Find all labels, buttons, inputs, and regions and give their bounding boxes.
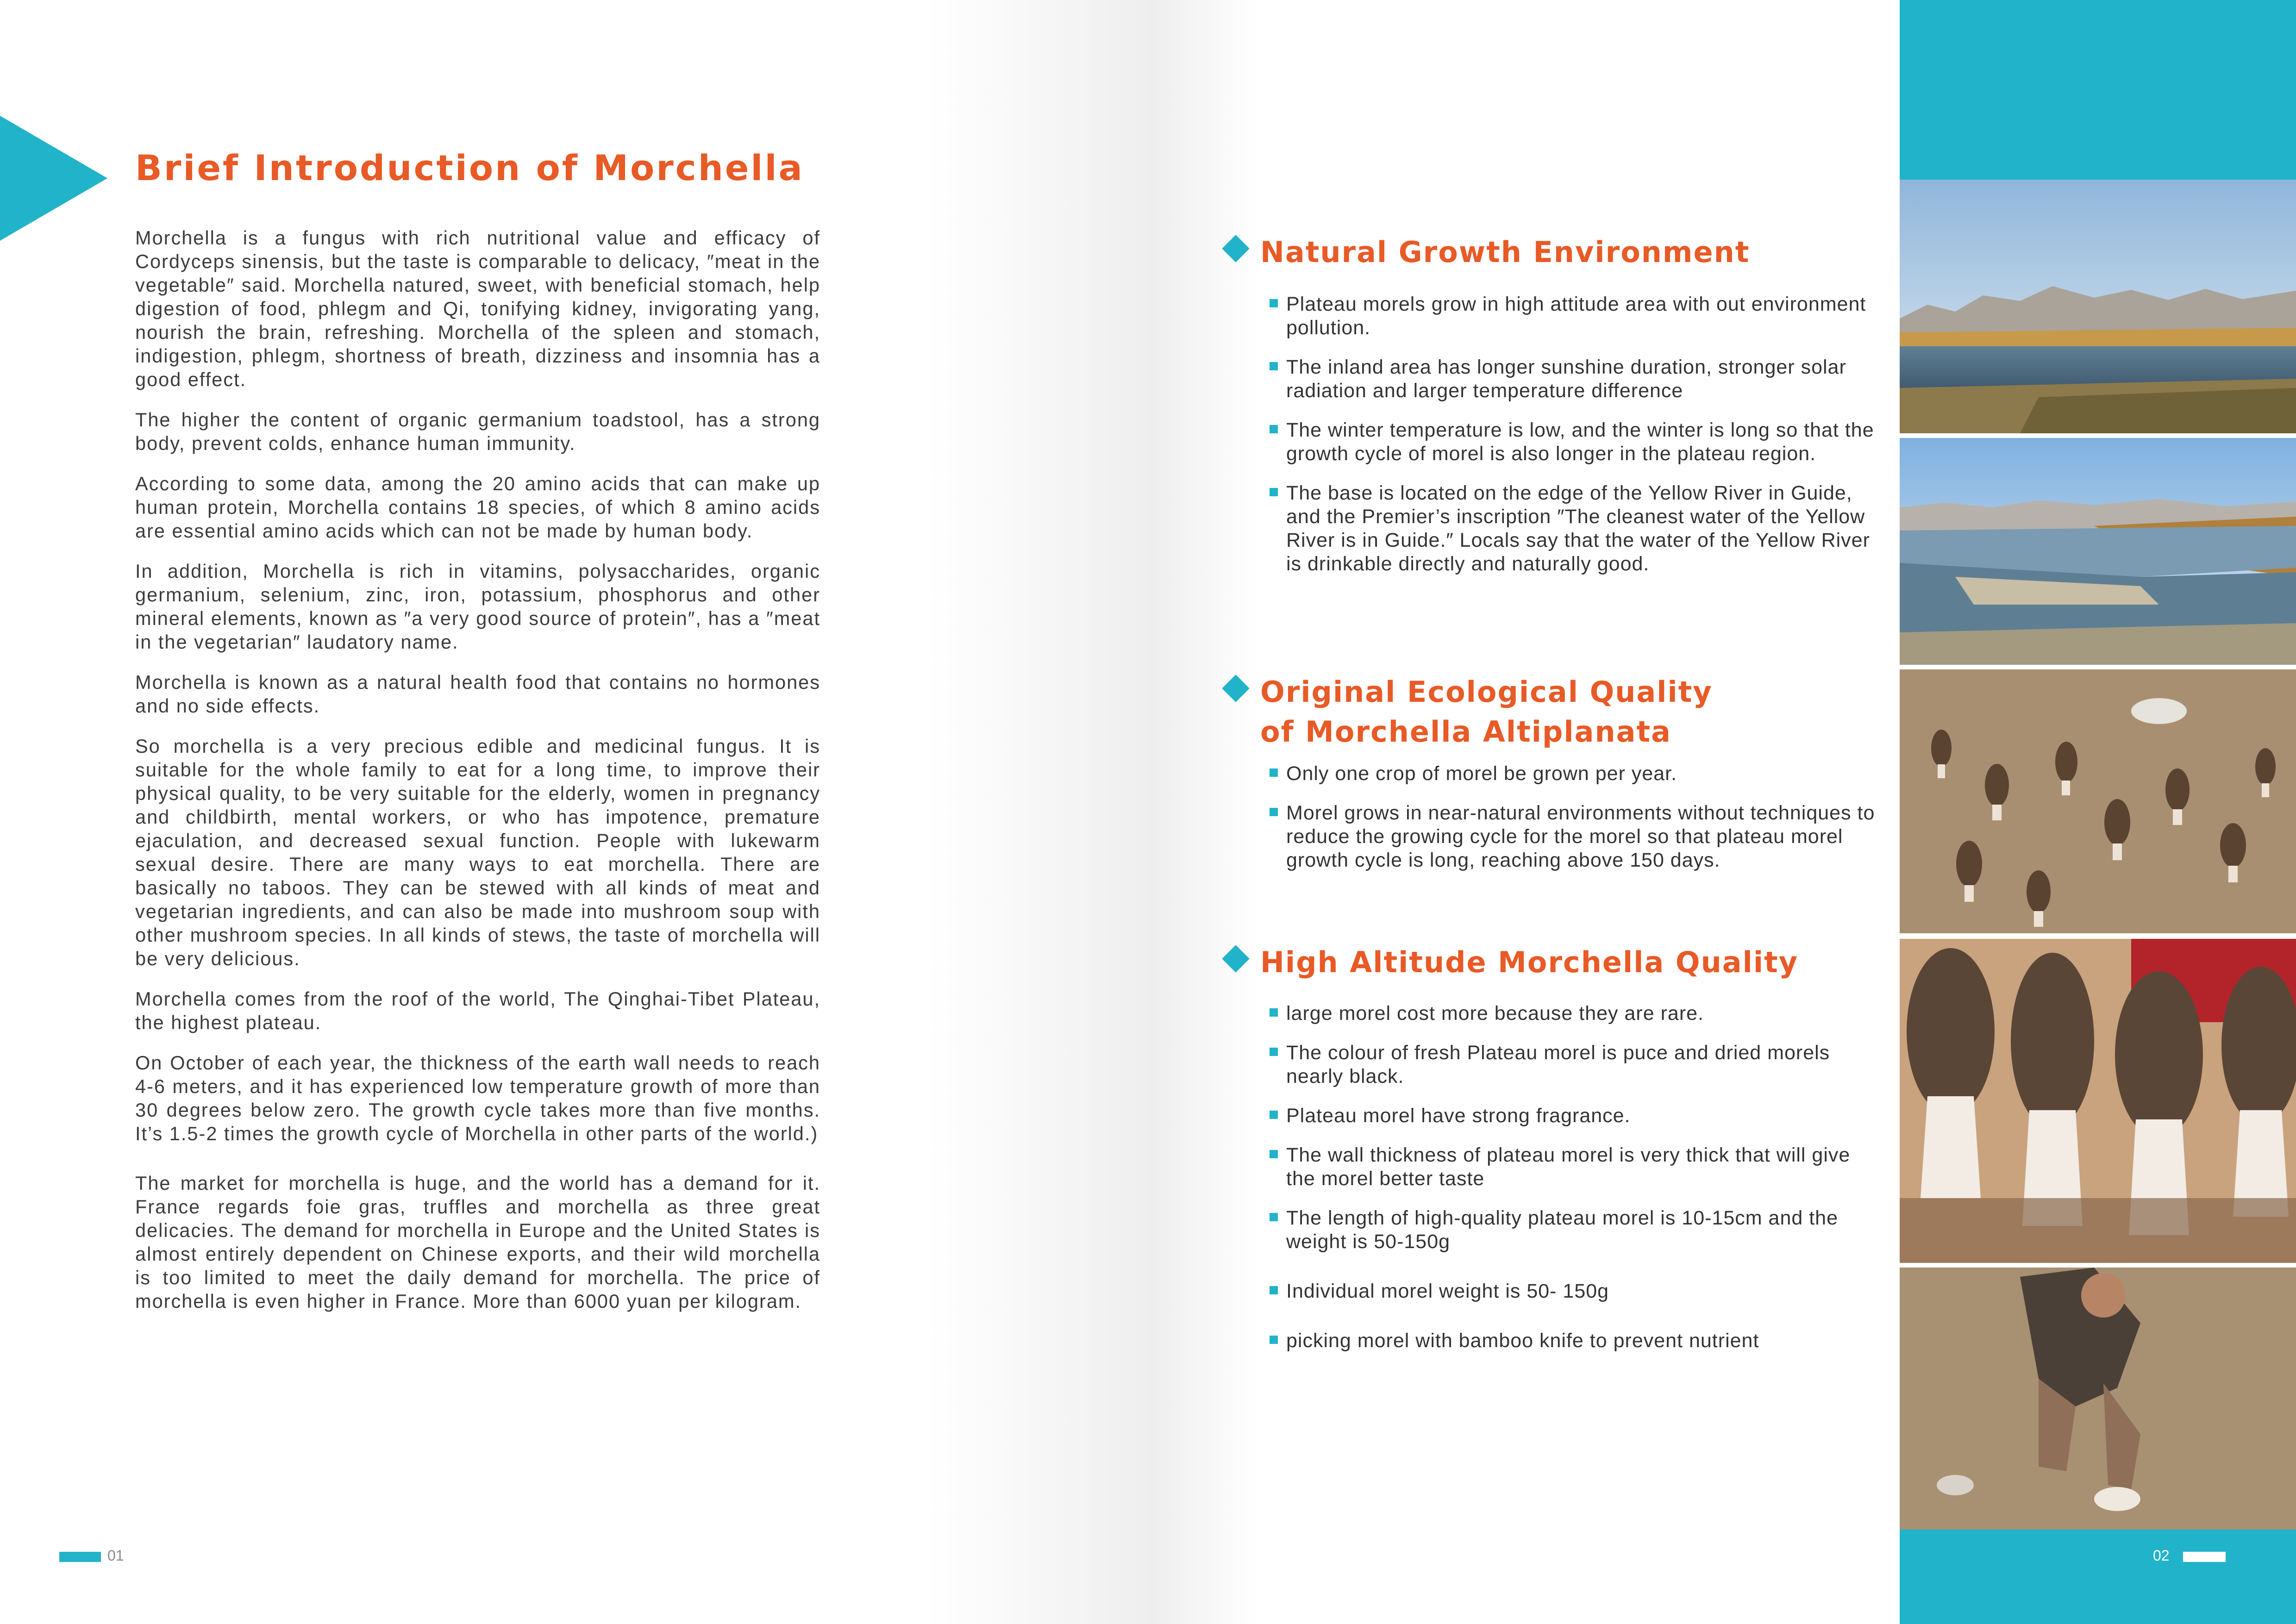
- intro-paragraph: Morchella comes from the roof of the world, The Qinghai-Tibet Plateau, the highest plateau.: [135, 988, 820, 1033]
- list-item: The inland area has longer sunshine duration, stronger solar radiation and larger temperature difference: [1269, 356, 1884, 403]
- list-item: picking morel with bamboo knife to prevent nutrient: [1269, 1329, 1884, 1353]
- page-number: 02: [2153, 1547, 2170, 1564]
- square-bullet-icon: [1270, 808, 1278, 816]
- page-fold-shadow-left: [926, 0, 1148, 1624]
- square-bullet-icon: [1270, 1111, 1278, 1119]
- list-item: The winter temperature is low, and the winter is long so that the growth cycle of morel is also longer in the plateau region.: [1269, 418, 1884, 466]
- intro-paragraph: Morchella is known as a natural health food that contains no hormones and no side effects.: [135, 671, 820, 717]
- page-number-bar: [2183, 1552, 2226, 1562]
- page-number: 01: [107, 1547, 124, 1564]
- square-bullet-icon: [1270, 362, 1278, 370]
- diamond-bullet-icon: [1222, 945, 1249, 972]
- natural-growth-list: [1269, 293, 1884, 592]
- diamond-bullet-icon: [1222, 235, 1249, 262]
- square-bullet-icon: [1270, 425, 1278, 433]
- page-number-bar: [59, 1552, 101, 1562]
- intro-paragraph: According to some data, among the 20 amino acids that can make up human protein, Morchella contains 18 species, of which 8 amino acids are essential amino acids which can not be made by human body.: [135, 473, 820, 542]
- square-bullet-icon: [1270, 1150, 1278, 1158]
- teal-header-block: [1900, 0, 2296, 180]
- teal-footer-block: [1900, 1530, 2296, 1624]
- lake-landscape-photo: [1900, 180, 2296, 433]
- section-title: High Altitude Morchella Quality: [1260, 945, 1799, 979]
- intro-paragraph: Morchella is a fungus with rich nutritional value and efficacy of Cordyceps sinensis, but the taste is comparable to delicacy, ″meat in the vegetable″ said. Morchella natured, sweet, with beneficial stomach, help digestion of food, phlegm and Qi, tonifying kidney, invigorating yang, nourish the brain, refreshing. Morchella of the spleen and stomach, indigestion, phlegm, shortness of breath, dizziness and insomnia has a good effect.: [135, 227, 820, 390]
- square-bullet-icon: [1270, 768, 1278, 777]
- intro-paragraph: So morchella is a very precious edible and medicinal fungus. It is suitable for the whole family to eat for a long time, to improve their physical quality, to be very suitable for the elderly, women in pregnancy and childbirth, mental workers, or who has impotence, premature ejaculation, and decreased sexual function. People with lukewarm sexual desire. There are many ways to eat morchella. There are basically no taboos. They can be stewed with all kinds of meat and vegetarian ingredients, and can also be made into mushroom soup with other mushroom species. In all kinds of stews, the taste of morchella will be very delicious.: [135, 735, 820, 969]
- square-bullet-icon: [1270, 1336, 1278, 1344]
- square-bullet-icon: [1270, 1286, 1278, 1294]
- picking-morels-photo: [1900, 1268, 2296, 1530]
- list-item: The wall thickness of plateau morel is very thick that will give the morel better taste: [1269, 1143, 1884, 1191]
- intro-body: [135, 226, 820, 1330]
- intro-paragraph: On October of each year, the thickness of the earth wall needs to reach 4-6 meters, and it has experienced low temperature growth of more than 30 degrees below zero. The growth cycle takes more than five months. It’s 1.5-2 times the growth cycle of Morchella in other parts of the world.): [135, 1052, 820, 1144]
- ecological-quality-list: [1269, 762, 1884, 888]
- morels-in-soil-photo: [1900, 669, 2296, 933]
- intro-paragraph: The market for morchella is huge, and the world has a demand for it. France regards foie gras, truffles and morchella as three great delicacies. The demand for morchella in Europe and the United States is almost entirely dependent on Chinese exports, and their wild morchella is too limited to meet the daily demand for morchella. The price of morchella is even higher in France. More than 6000 yuan per kilogram.: [135, 1172, 820, 1312]
- list-item: Individual morel weight is 50- 150g: [1269, 1280, 1884, 1303]
- list-item: Plateau morel have strong fragrance.: [1269, 1104, 1884, 1128]
- diamond-bullet-icon: [1222, 675, 1249, 702]
- intro-paragraph: In addition, Morchella is rich in vitamins, polysaccharides, organic germanium, selenium, zinc, iron, potassium, phosphorus and other mineral elements, known as ″a very good source of protein″, has a ″meat in the vegetarian″ laudatory name.: [135, 560, 820, 653]
- square-bullet-icon: [1270, 299, 1278, 307]
- square-bullet-icon: [1270, 1213, 1278, 1221]
- square-bullet-icon: [1270, 1008, 1278, 1017]
- triangle-marker-icon: [0, 116, 107, 241]
- list-item: Morel grows in near-natural environments without techniques to reduce the growing cycle for the morel so that plateau morel growth cycle is long, reaching above 150 days.: [1269, 801, 1884, 872]
- list-item: large morel cost more because they are rare.: [1269, 1002, 1884, 1025]
- section-title: Original Ecological Quality of Morchella Altiplanata: [1260, 675, 1713, 749]
- river-landscape-photo: [1900, 438, 2296, 665]
- list-item: The base is located on the edge of the Yellow River in Guide, and the Premier’s inscription ″The cleanest water of the Yellow River is in Guide.″ Locals say that the water of the Yellow River is drinkable directly and naturally good.: [1269, 481, 1884, 576]
- section-ecological-quality: [1226, 672, 1828, 752]
- high-altitude-list: [1269, 1002, 1884, 1368]
- section-natural-growth: [1226, 232, 1750, 272]
- section-title: Natural Growth Environment: [1260, 235, 1750, 269]
- square-bullet-icon: [1270, 488, 1278, 496]
- list-item: The colour of fresh Plateau morel is puce and dried morels nearly black.: [1269, 1041, 1884, 1088]
- dried-morels-closeup-photo: [1900, 939, 2296, 1263]
- square-bullet-icon: [1270, 1048, 1278, 1056]
- list-item: Only one crop of morel be grown per year.: [1269, 762, 1884, 786]
- list-item: Plateau morels grow in high attitude area with out environment pollution.: [1269, 293, 1884, 340]
- section-high-altitude-quality: [1226, 943, 1798, 982]
- page-title: Brief Introduction of Morchella: [135, 147, 804, 188]
- list-item: The length of high-quality plateau morel is 10-15cm and the weight is 50-150g: [1269, 1206, 1884, 1254]
- intro-paragraph: The higher the content of organic germanium toadstool, has a strong body, prevent colds, enhance human immunity.: [135, 409, 820, 454]
